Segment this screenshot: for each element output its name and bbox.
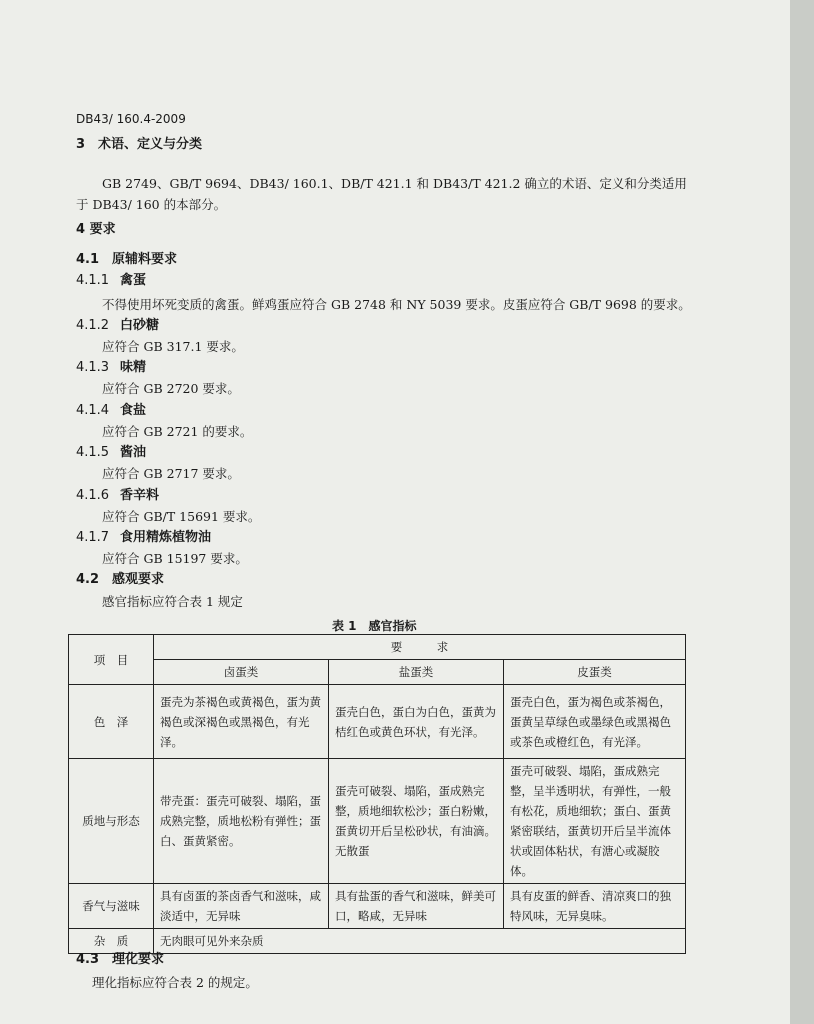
item-4-1-1-name: 禽蛋 — [120, 273, 147, 288]
header-item: 项 目 — [69, 635, 154, 685]
scan-edge — [790, 0, 814, 1024]
row-label-texture: 质地与形态 — [69, 759, 154, 884]
header-requirement: 要 求 — [154, 635, 686, 660]
table-header-row — [69, 635, 686, 660]
row-label-impurity: 杂 质 — [69, 929, 154, 954]
item-4-1-5-num: 4.1.5 — [76, 445, 110, 460]
item-4-1-5-name: 酱油 — [120, 445, 147, 460]
row-label-aroma: 香气与滋味 — [69, 884, 154, 929]
section-4-3-text: 理化指标应符合表 2 的规定。 — [92, 975, 258, 990]
table-cell: 具有卤蛋的茶卤香气和滋味，咸淡适中，无异味 — [154, 884, 329, 929]
header-lu-dan: 卤蛋类 — [154, 660, 329, 685]
section-4-2-text: 感官指标应符合表 1 规定 — [102, 594, 243, 609]
row-label-color: 色 泽 — [69, 685, 154, 759]
table-cell: 蛋壳白色，蛋白为白色，蛋黄为桔红色或黄色环状，有光泽。 — [329, 685, 504, 759]
table-cell: 蛋壳为茶褐色或黄褐色，蛋为黄褐色或深褐色或黑褐色，有光泽。 — [154, 685, 329, 759]
section-4-1-title: 4.1 原辅料要求 — [76, 252, 178, 267]
table-cell: 蛋壳可破裂、塌陷，蛋成熟完整，呈半透明状，有弹性，一般有松花，质地细软；蛋白、蛋黄紧密联结，蛋黄切开后呈半流体状或固体粘状，有溏心或凝胶体。 — [504, 759, 686, 884]
item-4-1-3-text: 应符合 GB 2720 要求。 — [102, 381, 240, 396]
item-4-1-4-num: 4.1.4 — [76, 403, 110, 418]
item-4-1-7-text: 应符合 GB 15197 要求。 — [102, 551, 248, 566]
header-yan-dan: 盐蛋类 — [329, 660, 504, 685]
section-4-3-title: 4.3 理化要求 — [76, 952, 165, 967]
table-cell: 蛋壳白色，蛋为褐色或茶褐色，蛋黄呈草绿色或墨绿色或黑褐色或茶色或橙红色，有光泽。 — [504, 685, 686, 759]
table-cell: 具有皮蛋的鲜香、清凉爽口的独特风味，无异臭味。 — [504, 884, 686, 929]
item-4-1-1-num: 4.1.1 — [76, 273, 110, 288]
item-4-1-4-text: 应符合 GB 2721 的要求。 — [102, 424, 253, 439]
item-4-1-7-num: 4.1.7 — [76, 530, 110, 545]
table-cell: 蛋壳可破裂、塌陷，蛋成熟完整，质地细软松沙；蛋白粉嫩，蛋黄切开后呈松砂状，有油滴。无散蛋 — [329, 759, 504, 884]
table-cell: 无肉眼可见外来杂质 — [154, 929, 686, 954]
item-4-1-3-num: 4.1.3 — [76, 360, 110, 375]
section-3-body: GB 2749、GB/T 9694、DB43/ 160.1、DB/T 421.1 和 DB43/T 421.2 确立的术语、定义和分类适用于 DB43/ 160 的本部分。 — [76, 176, 687, 212]
table-row — [69, 929, 686, 954]
section-4-title: 4 要求 — [76, 222, 116, 237]
item-4-1-6-num: 4.1.6 — [76, 488, 110, 503]
item-4-1-4-name: 食盐 — [120, 403, 147, 418]
item-4-1-2-name: 白砂糖 — [120, 318, 160, 333]
item-4-1-2-text: 应符合 GB 317.1 要求。 — [102, 339, 244, 354]
item-4-1-5-text: 应符合 GB 2717 要求。 — [102, 466, 240, 481]
section-4-2-title: 4.2 感观要求 — [76, 572, 165, 587]
header-pi-dan: 皮蛋类 — [504, 660, 686, 685]
item-4-1-3-name: 味精 — [120, 360, 147, 375]
item-4-1-6-text: 应符合 GB/T 15691 要求。 — [102, 509, 261, 524]
table-row — [69, 685, 686, 759]
sensory-table — [68, 634, 686, 954]
doc-code: DB43/ 160.4-2009 — [76, 112, 186, 126]
item-4-1-6-name: 香辛料 — [120, 488, 160, 503]
table-1-caption: 表 1 感官指标 — [332, 619, 417, 633]
section-3-title: 3 术语、定义与分类 — [76, 137, 203, 152]
item-4-1-1-text: 不得使用坏死变质的禽蛋。鲜鸡蛋应符合 GB 2748 和 NY 5039 要求。皮蛋应符合 GB/T 9698 的要求。 — [102, 297, 691, 312]
table-cell: 具有盐蛋的香气和滋味，鲜美可口，略咸，无异味 — [329, 884, 504, 929]
table-row — [69, 759, 686, 884]
item-4-1-7-name: 食用精炼植物油 — [120, 530, 212, 545]
table-cell: 带壳蛋：蛋壳可破裂、塌陷，蛋成熟完整，质地松粉有弹性；蛋白、蛋黄紧密。 — [154, 759, 329, 884]
table-subheader-row — [69, 660, 686, 685]
item-4-1-2-num: 4.1.2 — [76, 318, 110, 333]
table-row — [69, 884, 686, 929]
